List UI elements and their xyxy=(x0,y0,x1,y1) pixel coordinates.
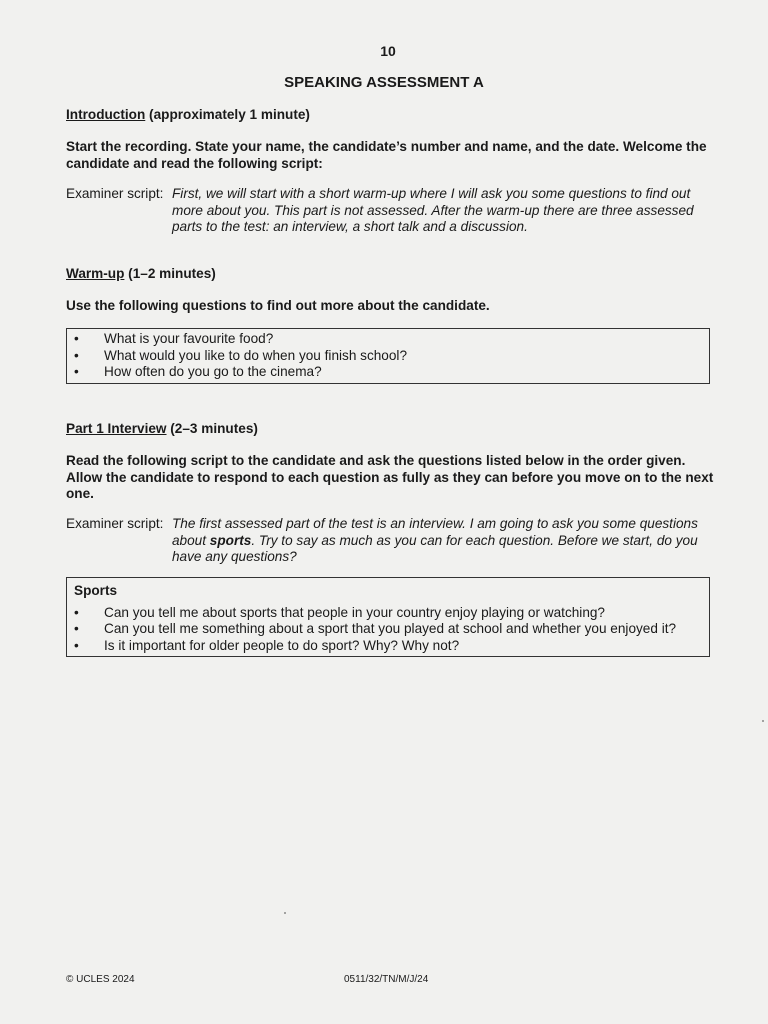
warmup-instruction: Use the following questions to find out more about the candidate. xyxy=(66,298,490,313)
warmup-question: What is your favourite food? xyxy=(104,331,274,346)
introduction-heading xyxy=(66,107,310,122)
interview-question: Is it important for older people to do sport? Why? Why not? xyxy=(104,637,460,653)
warmup-heading-label: Warm-up xyxy=(66,266,125,281)
footer-paper-code: 0511/32/TN/M/J/24 xyxy=(344,974,429,985)
list-item xyxy=(67,638,709,655)
bullet: • xyxy=(74,621,79,636)
warmup-heading xyxy=(66,266,216,281)
interview-question: Can you tell me about sports that people in your country enjoy playing or watching? xyxy=(104,604,605,620)
scan-speck xyxy=(762,720,764,722)
introduction-heading-label: Introduction xyxy=(66,107,146,122)
box-title: Sports xyxy=(74,583,118,598)
bullet: • xyxy=(74,347,79,363)
examiner-script-label: Examiner script: xyxy=(66,516,164,531)
warmup-question: How often do you go to the cinema? xyxy=(104,364,322,379)
bullet: • xyxy=(74,331,79,346)
list-item xyxy=(67,605,709,622)
footer-copyright: © UCLES 2024 xyxy=(66,974,135,985)
warmup-heading-duration: (1–2 minutes) xyxy=(124,266,216,281)
list-item xyxy=(67,348,709,365)
examiner-script-label: Examiner script: xyxy=(66,186,164,201)
part1-heading xyxy=(66,421,258,436)
part1-instruction: Read the following script to the candidate and ask the questions listed below in the order given. Allow the candidate to respond to each question as fully as they can before you move on to the next one. xyxy=(66,453,714,501)
part1-heading-duration: (2–3 minutes) xyxy=(166,421,258,436)
bullet: • xyxy=(74,364,79,379)
examiner-script-text: The first assessed part of the test is an interview. I am going to ask you some questions about sports. Try to say as much as you can for each question. Before we start, do you have any questions? xyxy=(172,516,698,564)
examiner-script-text: First, we will start with a short warm-up where I will ask you some questions to find out more about you. This part is not assessed. After the warm-up there are three assessed parts to the test: an interview, a short talk and a discussion. xyxy=(172,186,694,234)
warmup-question: What would you like to do when you finish school? xyxy=(104,347,408,363)
list-item xyxy=(67,364,709,381)
interview-question: Can you tell me something about a sport that you played at school and whether you enjoyed it? xyxy=(104,621,677,636)
introduction-instruction: Start the recording. State your name, the candidate’s number and name, and the date. Welcome the candidate and read the following script: xyxy=(66,139,707,171)
sports-questions-box xyxy=(66,577,710,657)
introduction-examiner-script xyxy=(66,186,716,236)
introduction-heading-duration: (approximately 1 minute) xyxy=(145,107,310,122)
bullet: • xyxy=(74,637,79,653)
page-number: 10 xyxy=(380,43,396,59)
page-title: SPEAKING ASSESSMENT A xyxy=(284,74,484,91)
bullet: • xyxy=(74,604,79,620)
warmup-questions-box xyxy=(66,328,710,384)
part1-heading-label: Part 1 Interview xyxy=(66,421,167,436)
topic-keyword: sports xyxy=(209,532,252,548)
scan-speck xyxy=(284,912,286,914)
list-item xyxy=(67,331,709,348)
part1-examiner-script xyxy=(66,516,716,566)
list-item xyxy=(67,621,709,638)
